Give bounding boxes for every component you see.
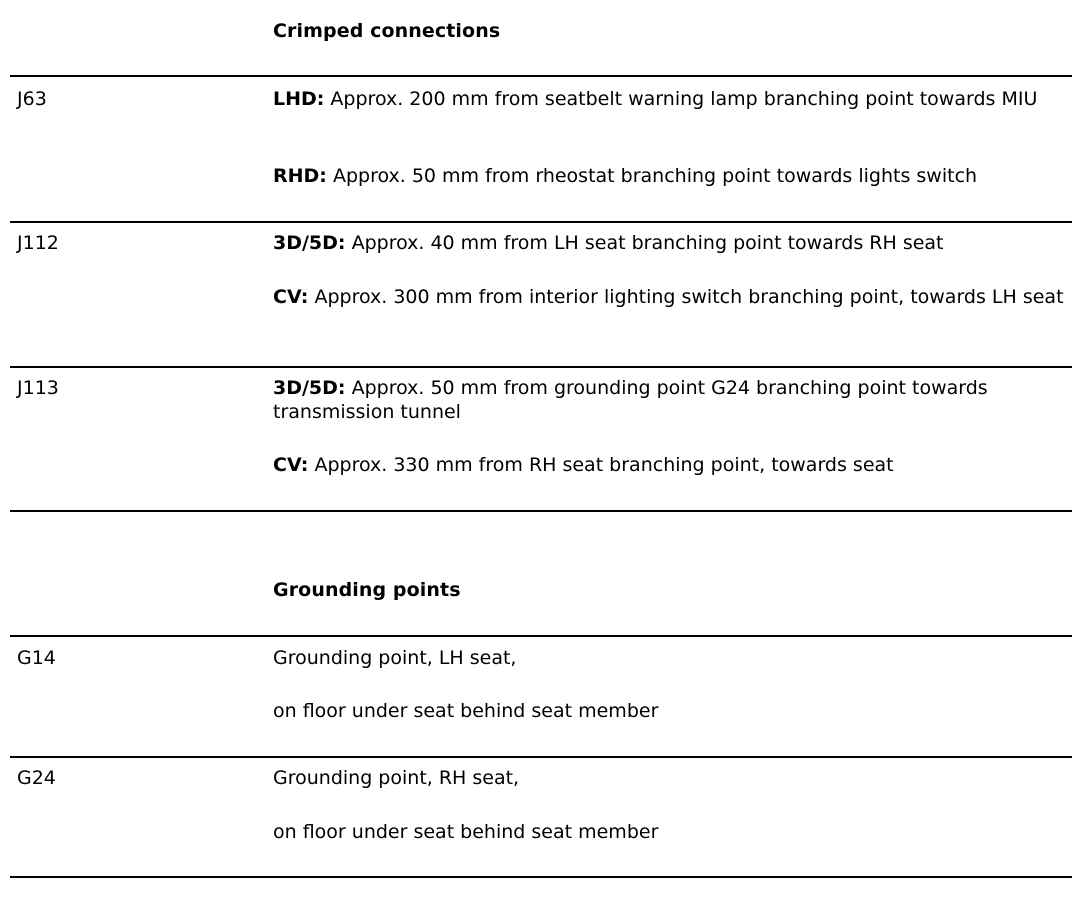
location-text: Approx. 330 mm from RH seat branching point, towards seat: [308, 454, 894, 476]
connection-id: J112: [17, 232, 59, 254]
table-divider: [10, 75, 1072, 77]
grounding-id: G24: [17, 767, 56, 789]
location-text: Approx. 40 mm from LH seat branching point towards RH seat: [345, 232, 944, 254]
connection-location: [273, 164, 1073, 188]
crimped-connections-heading: Crimped connections: [273, 20, 501, 42]
table-divider: [10, 366, 1072, 368]
connection-id: J63: [17, 88, 47, 110]
location-text: Approx. 50 mm from grounding point G24 branching point towards transmission tunnel: [273, 377, 988, 423]
connection-location: [273, 453, 1073, 477]
variant-label: 3D/5D:: [273, 232, 346, 254]
table-divider: [10, 510, 1072, 512]
location-text: Approx. 200 mm from seatbelt warning lamp branching point towards MIU: [324, 88, 1038, 110]
grounding-location: on floor under seat behind seat member: [273, 821, 659, 843]
variant-label: CV:: [273, 286, 309, 308]
variant-label: 3D/5D:: [273, 377, 346, 399]
connection-location: [273, 87, 1063, 111]
connection-id: J113: [17, 377, 59, 399]
table-divider: [10, 876, 1072, 878]
connection-location: [273, 231, 1073, 255]
table-divider: [10, 635, 1072, 637]
grounding-location: on floor under seat behind seat member: [273, 700, 659, 722]
connection-location: [273, 376, 1063, 424]
grounding-id: G14: [17, 647, 56, 669]
variant-label: LHD:: [273, 88, 325, 110]
grounding-description: Grounding point, LH seat,: [273, 647, 517, 669]
location-text: Approx. 300 mm from interior lighting switch branching point, towards LH seat: [308, 286, 1064, 308]
variant-label: RHD:: [273, 165, 327, 187]
grounding-description: Grounding point, RH seat,: [273, 767, 520, 789]
table-divider: [10, 221, 1072, 223]
location-text: Approx. 50 mm from rheostat branching point towards lights switch: [326, 165, 978, 187]
grounding-points-heading: Grounding points: [273, 579, 461, 601]
connection-location: [273, 285, 1073, 309]
table-divider: [10, 756, 1072, 758]
variant-label: CV:: [273, 454, 309, 476]
